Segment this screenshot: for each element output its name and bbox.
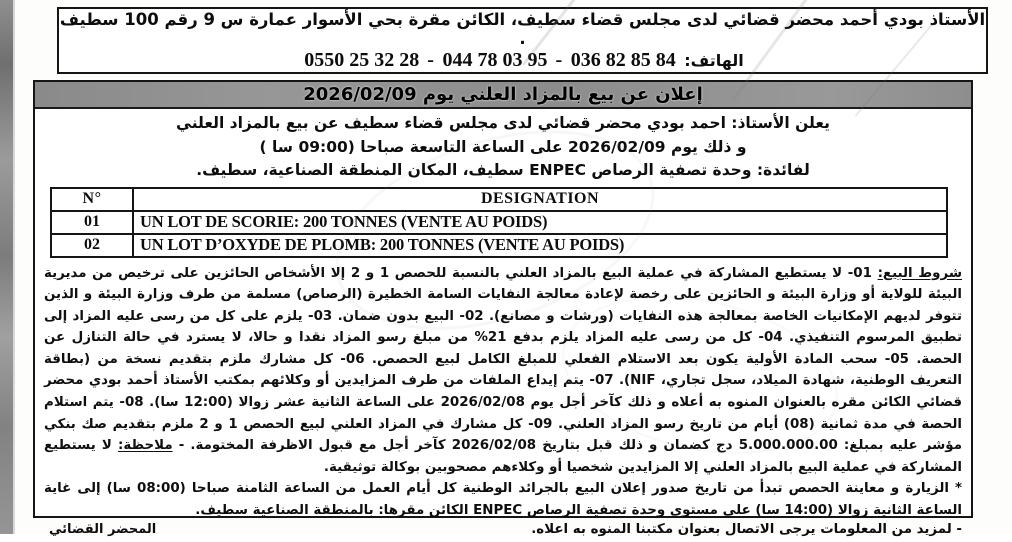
scan-edge-band bbox=[0, 0, 15, 534]
announcement-box bbox=[33, 80, 973, 537]
phone-number-3: 0550 25 32 28 bbox=[304, 48, 420, 71]
note-body: لا يستطيع المشاركة في عملية البيع بالمزاد العلني إلا المزايدين شخصيا أو وكلاءهم مصحوبين بوكالة توثيقية. bbox=[44, 438, 962, 475]
footer-row bbox=[35, 522, 971, 542]
note-label: ملاحظة: bbox=[117, 438, 173, 454]
phone-number-1: 036 82 85 84 bbox=[570, 48, 676, 71]
lot-designation: UN LOT DE SCORIE: 200 TONNES (VENTE AU POIDS) bbox=[133, 211, 947, 234]
sale-conditions-paragraph bbox=[35, 258, 971, 479]
conditions-label: شروط البيع: bbox=[877, 265, 962, 281]
visit-schedule-paragraph: * الزيارة و معاينة الحصص تبدأ من تاريخ صدور إعلان البيع بالجرائد الوطنية كل أيام العمل من الساعة الثامنة صباحا (08:00 سا) إلى غاية الساعة الثانية زوالا (14:00 سا) على مستوى وحدة تصفية الرصاص ENPEC الكائن مقرها: بالمنطقة الصناعية سطيف. bbox=[44, 481, 963, 519]
table-row bbox=[51, 211, 947, 234]
table-header-row bbox=[51, 188, 947, 211]
column-header-number: N° bbox=[51, 188, 133, 211]
table-row bbox=[51, 234, 947, 257]
announcement-title-bar bbox=[35, 82, 971, 109]
phone-separator: - bbox=[550, 48, 563, 71]
lot-designation: UN LOT D’OXYDE DE PLOMB: 200 TONNES (VENTE AU POIDS) bbox=[133, 234, 947, 257]
lot-number: 01 bbox=[51, 211, 133, 234]
signature-label: المحضر القضائي bbox=[49, 521, 157, 537]
lots-table bbox=[50, 187, 948, 258]
intro-line-beneficiary: لفائدة: وحدة تصفية الرصاص ENPEC سطيف، المكان المنطقة الصناعية، سطيف. bbox=[196, 161, 810, 179]
announcement-intro bbox=[35, 109, 971, 184]
conditions-body: 01- لا يستطيع المشاركة في عملية البيع بالمزاد العلني بالنسبة للحصص 1 و 2 إلا الأشخاص الحائزين على ترخيص من مديرية البيئة للولاية أو وزارة البيئة و الحائزين على رخصة لإعادة معالجة النفايات السامة الخطيرة (الرصاص) مسلمة من طرف وزارة البيئة و الذين تتوفر لديهم الإمكانيات الخاصة بمعالجة هذه النفايات (ورشات و مصانع). 02- البيع بدون ضمان. 03- يلزم على كل من رسى عليه المزاد إلى تطبيق المرسوم التنفيذي. 04- كل من رسى عليه المزاد يلزم بدفع 21% من مبلغ رسو المزاد نقدا و حالا، لا يسترد في حالة التنازل عن الحصة. 05- سحب المادة الأولية يكون بعد الاستلام الفعلي للمبلغ الكامل لبيع الحصص. 06- كل مشارك ملزم بتقديم نسخة من (بطاقة التعريف الوطنية، شهادة الميلاد، سجل تجاري، NIF). 07- يتم إيداع الملفات من طرف المزايدين أو وكلائهم بمكتب الأستاذ أحمد بودي محضر قضائي الكائن مقره بالعنوان المنوه به أعلاه و ذلك كآخر أجل يوم 2026/02/08 على الساعة الثانية عشر زوالا (12:00 سا). 08- يتم استلام الحصة في مدة ثمانية (08) أيام من تاريخ رسو المزاد العلني. 09- كل مشارك في المزاد العلني لبيع الحصص 1 و 2 ملزم بتقديم صك بنكي مؤشر عليه بمبلغ: 5.000.000.00 دج كضمان و ذلك قبل بتاريخ 2026/02/08 كآخر أجل مع قبول الاظرفة المختومة. - bbox=[44, 265, 963, 454]
announcement-title: إعلان عن بيع بالمزاد العلني يوم 2026/02/09 bbox=[303, 84, 703, 105]
phone-line bbox=[59, 49, 986, 72]
bailiff-header-box bbox=[57, 7, 988, 74]
intro-line-datetime: و ذلك يوم 2026/02/09 على الساعة التاسعة صباحا (09:00 سا ) bbox=[259, 137, 747, 156]
phone-separator: - bbox=[422, 48, 434, 71]
column-header-designation: DESIGNATION bbox=[133, 188, 947, 211]
intro-line-announcer: يعلن الأستاذ: احمد بودي محضر قضائي لدى مجلس قضاء سطيف عن بيع بالمزاد العلني bbox=[176, 114, 830, 132]
bailiff-name-address: الأستاذ بودي أحمد محضر قضائي لدى مجلس قضاء سطيف، الكائن مقرة بحي الأسوار عمارة س 9 رقم 100 سطيف . bbox=[59, 9, 986, 48]
lot-number: 02 bbox=[51, 234, 133, 257]
phone-number-2: 044 78 03 95 bbox=[442, 48, 548, 71]
phone-label: الهاتف: bbox=[684, 50, 744, 70]
more-info-line: - لمزيد من المعلومات يرجى الاتصال بعنوان مكتبنا المنوه به اعلاه. bbox=[531, 521, 962, 537]
